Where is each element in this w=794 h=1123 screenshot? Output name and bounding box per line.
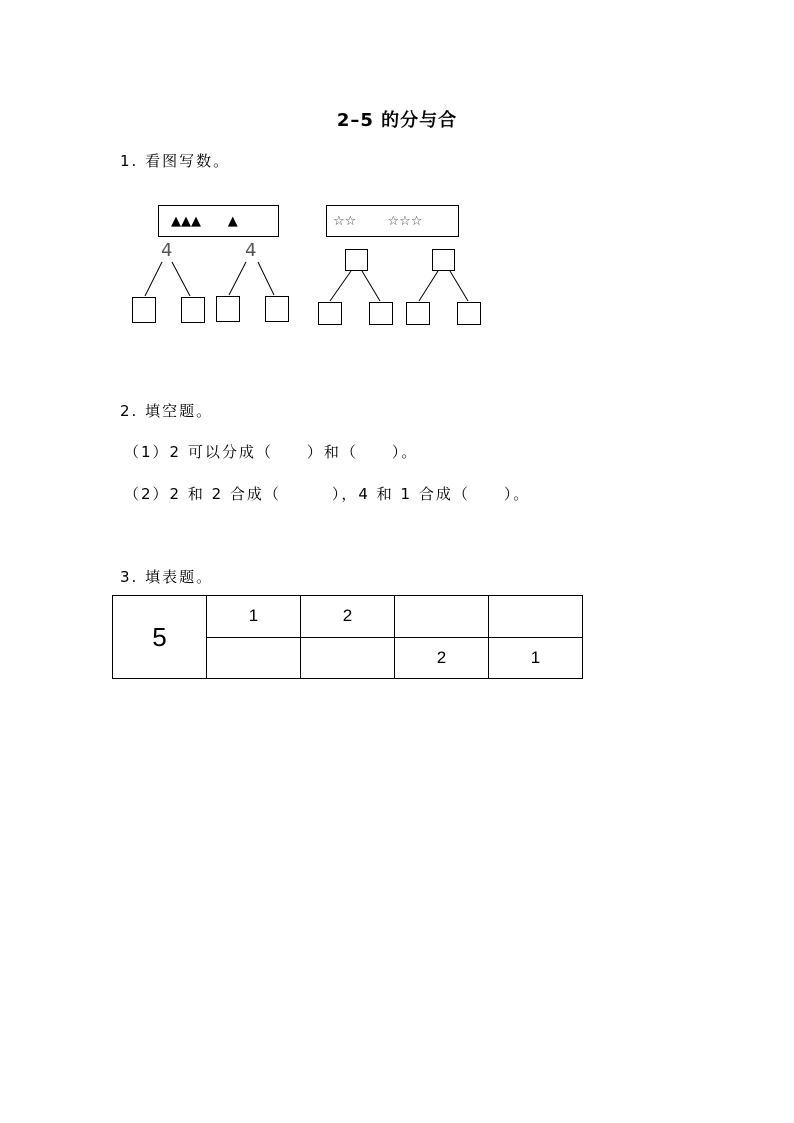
star-group-left: ☆☆ [333,214,357,229]
answer-box-tree2-left[interactable] [216,296,240,322]
section2-heading: 2. 填空题。 [120,402,214,420]
answer-box-tree4-left[interactable] [406,302,430,325]
answer-box-tree2-right[interactable] [265,296,289,322]
section1-heading: 1. 看图写数。 [120,152,231,170]
star-group-right: ☆☆☆ [387,214,423,229]
answer-box-tree4-top[interactable] [432,249,455,271]
table-row [113,596,583,638]
table-cell[interactable] [489,596,583,638]
table-cell[interactable]: 2 [395,637,489,679]
answer-box-tree1-left[interactable] [132,297,156,323]
tree2-top-number: 4 [245,240,257,261]
table-cell[interactable] [207,637,301,679]
table-cell[interactable]: 1 [207,596,301,638]
table-total-cell: 5 [113,596,207,679]
table-cell[interactable]: 1 [489,637,583,679]
triangle-group-left: ▲▲▲ [171,214,201,229]
table-cell[interactable] [301,637,395,679]
answer-box-tree3-right[interactable] [369,302,393,325]
fill-blank-question-1: （1）2 可以分成（ ）和（ ）。 [124,443,419,461]
answer-box-tree3-left[interactable] [318,302,342,325]
fill-blank-question-2: （2）2 和 2 合成（ ），4 和 1 合成（ ）。 [124,485,531,503]
table-cell[interactable] [395,596,489,638]
answer-box-tree3-top[interactable] [345,249,368,271]
decomposition-table [112,595,583,679]
triangle-group-right: ▲ [227,214,238,229]
tree-links [0,0,794,400]
tree1-top-number: 4 [161,240,173,261]
table-cell[interactable]: 2 [301,596,395,638]
answer-box-tree4-right[interactable] [457,302,481,325]
section3-heading: 3. 填表题。 [120,568,214,586]
answer-box-tree1-right[interactable] [181,297,205,323]
worksheet-title: 2–5 的分与合 [336,110,458,131]
